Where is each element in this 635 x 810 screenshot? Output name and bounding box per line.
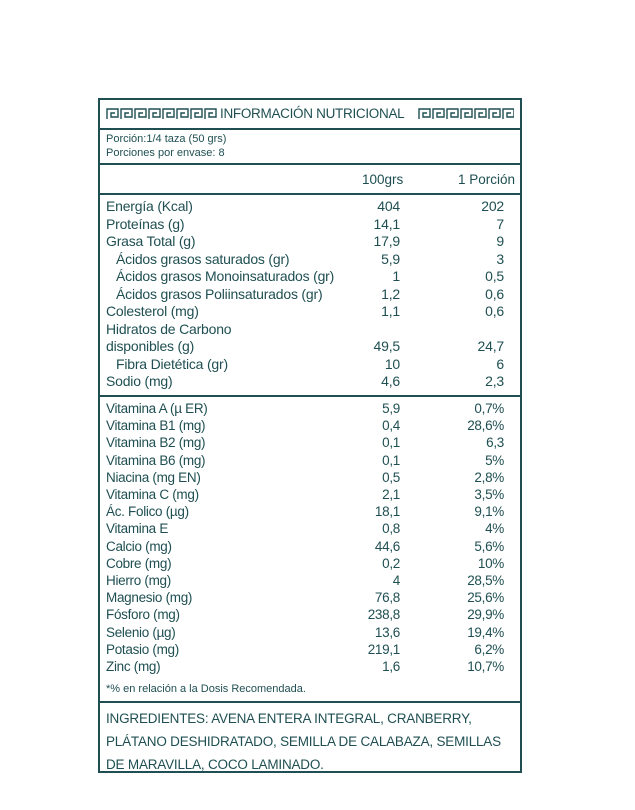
value-per-100g: 14,1	[373, 215, 400, 232]
row-label: Sodio (mg)	[106, 373, 173, 389]
value-per-100g: 219,1	[367, 641, 400, 657]
value-per-100g: 17,9	[373, 233, 400, 249]
divider	[100, 193, 520, 195]
table-row	[100, 286, 520, 303]
value-per-100g: 76,8	[374, 590, 400, 606]
table-row	[100, 268, 520, 285]
table-row	[100, 487, 520, 504]
value-per-100g: 0,2	[382, 555, 400, 571]
row-label: Zinc (mg)	[106, 659, 161, 674]
row-label: Energía (Kcal)	[106, 198, 193, 214]
value-per-100g: 44,6	[374, 538, 400, 554]
column-header-100g: 100grs	[362, 172, 404, 187]
table-row	[100, 521, 520, 538]
value-per-portion: 2,8%	[474, 469, 504, 485]
row-label: Colesterol (mg)	[106, 303, 199, 319]
row-label: Fibra Dietética (gr)	[116, 355, 228, 372]
servings-per-pack: Porciones por envase: 8	[106, 147, 225, 159]
row-label: Vitamina B1 (mg)	[106, 418, 206, 434]
row-label: Vitamina B2 (mg)	[106, 435, 206, 451]
value-per-portion: 6,3	[486, 435, 504, 451]
table-row	[100, 338, 520, 355]
row-label: Ácidos grasos Poliinsaturados (gr)	[116, 285, 323, 302]
row-label: Potasio (mg)	[106, 641, 179, 657]
row-label: disponibles (g)	[106, 338, 195, 354]
row-label: Niacina (mg EN)	[106, 469, 201, 485]
value-per-100g: 1,6	[382, 659, 400, 674]
value-per-portion: 0,5	[485, 268, 504, 284]
row-label: Hidratos de Carbono	[106, 320, 232, 337]
table-row	[100, 435, 520, 452]
row-label: Selenio (µg)	[106, 624, 176, 640]
value-per-portion: 3	[496, 250, 504, 267]
divider	[100, 701, 520, 703]
table-row	[100, 625, 520, 642]
table-row	[100, 401, 520, 418]
value-per-portion: 5%	[485, 452, 504, 468]
row-label: Grasa Total (g)	[106, 233, 196, 249]
value-per-portion: 3,5%	[474, 487, 504, 502]
table-row	[100, 233, 520, 250]
divider	[100, 395, 520, 397]
table-row	[100, 418, 520, 435]
greek-key-pattern-icon	[106, 108, 218, 120]
row-label: Ácidos grasos Monoinsaturados (gr)	[116, 268, 335, 284]
value-per-100g: 0,1	[382, 452, 400, 468]
table-row	[100, 642, 520, 659]
value-per-100g: 1	[392, 268, 400, 284]
row-label: Cobre (mg)	[106, 555, 172, 571]
serving-size: Porción:1/4 taza (50 grs)	[106, 133, 227, 145]
row-label: Magnesio (mg)	[106, 590, 193, 606]
table-row	[100, 539, 520, 556]
table-row	[100, 470, 520, 487]
value-per-portion: 9	[496, 233, 504, 249]
ingredients-line: PLÁTANO DESHIDRATADO, SEMILLA DE CALABAZA, SEMILLAS	[106, 734, 501, 749]
value-per-portion: 4%	[485, 521, 504, 537]
row-label: Calcio (mg)	[106, 538, 172, 554]
value-per-100g: 0,8	[382, 521, 400, 537]
column-header-portion: 1 Porción	[458, 172, 516, 187]
value-per-portion: 7	[496, 215, 504, 232]
row-label: Proteínas (g)	[106, 215, 185, 232]
row-label: Fósforo (mg)	[106, 607, 180, 623]
row-label: Vitamina B6 (mg)	[106, 452, 206, 468]
value-per-100g: 10	[384, 355, 400, 372]
value-per-100g: 18,1	[374, 504, 400, 520]
row-label: Ácidos grasos saturados (gr)	[116, 250, 290, 267]
table-row	[100, 453, 520, 470]
value-per-100g: 49,5	[373, 338, 400, 354]
value-per-100g: 404	[377, 198, 400, 214]
value-per-100g: 1,1	[381, 303, 400, 319]
table-row	[100, 373, 520, 390]
value-per-portion: 6	[496, 355, 504, 372]
row-label: Vitamina A (µ ER)	[106, 401, 208, 416]
value-per-portion: 28,6%	[467, 418, 504, 434]
table-row	[100, 251, 520, 268]
row-label: Hierro (mg)	[106, 573, 171, 588]
value-per-portion: 9,1%	[474, 504, 504, 520]
table-row	[100, 216, 520, 233]
value-per-100g: 0,4	[382, 418, 400, 434]
value-per-100g: 4	[392, 573, 400, 588]
ingredients-text	[106, 707, 516, 776]
table-row	[100, 303, 520, 320]
value-per-100g: 5,9	[382, 401, 400, 416]
table-row	[100, 356, 520, 373]
table-row	[100, 504, 520, 521]
value-per-portion: 0,6	[485, 303, 504, 319]
value-per-100g: 4,6	[381, 373, 400, 389]
value-per-portion: 202	[481, 198, 504, 214]
ingredients-line: INGREDIENTES: AVENA ENTERA INTEGRAL, CRANBERRY,	[106, 711, 472, 726]
row-label: Vitamina E	[106, 521, 169, 537]
value-per-portion: 19,4%	[467, 624, 504, 640]
value-per-portion: 10,7%	[467, 659, 504, 674]
value-per-portion: 24,7	[477, 338, 504, 354]
value-per-100g: 238,8	[367, 607, 400, 623]
nutrition-facts-panel	[98, 98, 522, 773]
table-row	[100, 590, 520, 607]
table-row	[100, 659, 520, 676]
greek-key-pattern-icon	[418, 108, 514, 120]
value-per-100g: 13,6	[374, 624, 400, 640]
table-row	[100, 573, 520, 590]
ingredients-line: DE MARAVILLA, COCO LAMINADO.	[106, 757, 324, 772]
row-label: Vitamina C (mg)	[106, 487, 199, 502]
value-per-100g: 1,2	[381, 285, 400, 302]
serving-info	[106, 132, 226, 160]
value-per-portion: 25,6%	[467, 590, 504, 606]
value-per-100g: 0,1	[382, 435, 400, 451]
table-row	[100, 556, 520, 573]
title-row	[100, 100, 520, 130]
value-per-portion: 5,6%	[474, 538, 504, 554]
value-per-portion: 29,9%	[467, 607, 504, 623]
row-label: Ác. Folico (µg)	[106, 504, 189, 520]
divider	[100, 163, 520, 165]
value-per-portion: 10%	[477, 555, 504, 571]
value-per-portion: 2,3	[485, 373, 504, 389]
table-row	[100, 198, 520, 215]
footnote: *% en relación a la Dosis Recomendada.	[106, 683, 306, 695]
table-row	[100, 321, 520, 338]
value-per-100g: 5,9	[381, 250, 400, 267]
value-per-portion: 6,2%	[474, 641, 504, 657]
value-per-portion: 0,6	[485, 285, 504, 302]
table-row	[100, 607, 520, 624]
value-per-100g: 2,1	[382, 487, 400, 502]
panel-title: INFORMACIÓN NUTRICIONAL	[220, 106, 405, 121]
value-per-100g: 0,5	[382, 469, 400, 485]
value-per-portion: 28,5%	[467, 573, 504, 588]
value-per-portion: 0,7%	[474, 401, 504, 416]
